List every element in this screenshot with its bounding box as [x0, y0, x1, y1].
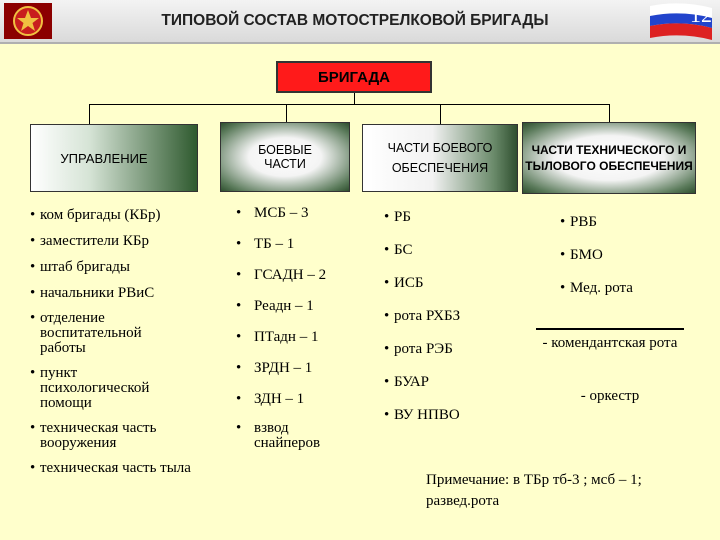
- connector-horizontal: [89, 104, 609, 105]
- page-number: 12: [690, 2, 712, 27]
- connector-tech-support: [609, 104, 610, 122]
- category-label-management: УПРАВЛЕНИЕ: [60, 150, 148, 166]
- list-item: • ГСАДН – 2: [236, 268, 361, 283]
- list-item: • ком бригады (КБр): [30, 208, 220, 223]
- list-item: • ПТадн – 1: [236, 330, 361, 345]
- connector-combat-support: [440, 104, 441, 124]
- category-box-tech-support: [522, 122, 696, 194]
- list-combat: [236, 206, 361, 451]
- list-item: • техническая часть вооружения: [30, 421, 210, 451]
- connector-management: [89, 104, 90, 124]
- list-item: • ЗДН – 1: [236, 392, 361, 407]
- list-item: • РВБ: [560, 214, 690, 231]
- list-item: • ВУ НПВО: [384, 407, 514, 424]
- list-item: • штаб бригады: [30, 260, 220, 275]
- divider-line: [536, 328, 684, 330]
- category-label-tech-support: ЧАСТИ ТЕХНИЧЕСКОГО И ТЫЛОВОГО ОБЕСПЕЧЕНИЯ: [525, 143, 693, 173]
- root-box-brigade: [276, 61, 432, 93]
- list-management: [30, 208, 220, 476]
- footnote: Примечание: в ТБр тб-3 ; мсб – 1; развед.рота: [426, 472, 642, 509]
- list-item: • РБ: [384, 209, 514, 226]
- header-bar: [0, 0, 720, 44]
- list-item: • начальники РВиС: [30, 286, 220, 301]
- list-item: • отделение воспитательной работы: [30, 311, 180, 356]
- list-item: • рота РХБЗ: [384, 308, 514, 325]
- list-item: • БУАР: [384, 374, 514, 391]
- category-box-management: [30, 124, 198, 192]
- tech-extra-commandant: - комендантская рота: [542, 335, 678, 351]
- list-item: • БС: [384, 242, 514, 259]
- list-item: • рота РЭБ: [384, 341, 514, 358]
- list-item: • Мед. рота: [560, 280, 690, 297]
- category-box-combat: [220, 122, 350, 192]
- list-item: • ТБ – 1: [236, 237, 361, 252]
- list-item: • БМО: [560, 247, 690, 264]
- army-emblem-icon: [4, 3, 52, 39]
- list-combat-support: [384, 209, 514, 424]
- root-label: БРИГАДА: [317, 68, 391, 86]
- list-item: • пункт психологической помощи: [30, 366, 180, 411]
- list-item: • Реадн – 1: [236, 299, 361, 314]
- connector-root-down: [354, 93, 355, 104]
- list-tech-support: [560, 214, 690, 297]
- category-label-combat: БОЕВЫЕ ЧАСТИ: [258, 143, 312, 171]
- list-item: • ЗРДН – 1: [236, 361, 361, 376]
- tech-extra-orchestra: - оркестр: [580, 388, 640, 404]
- category-label-combat-support: ЧАСТИ БОЕВОГО ОБЕСПЕЧЕНИЯ: [387, 141, 493, 175]
- category-box-combat-support: [362, 124, 518, 192]
- connector-combat: [286, 104, 287, 122]
- list-item: • МСБ – 3: [236, 206, 361, 221]
- list-item: • заместители КБр: [30, 234, 220, 249]
- list-item: • взвод снайперов: [236, 421, 334, 451]
- list-item: • техническая часть тыла: [30, 461, 210, 476]
- page-title: ТИПОВОЙ СОСТАВ МОТОСТРЕЛКОВОЙ БРИГАДЫ: [161, 12, 549, 29]
- list-item: • ИСБ: [384, 275, 514, 292]
